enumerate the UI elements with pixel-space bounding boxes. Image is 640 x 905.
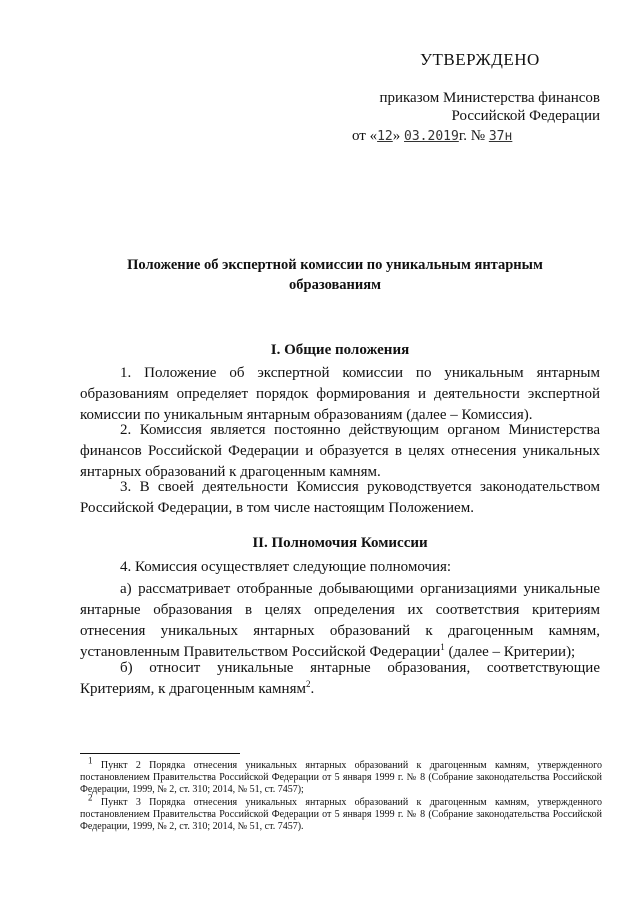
footnote-2-text: Пункт 3 Порядка отнесения уникальных янтарных образований к драгоценным камням, утвержденного постановлением Правительства Российской Федерации от 5 января 1999 г. № 8 (Собрание законодательства Российской Федерации, 1999, № 2, ст. 310; 2014, № 51, ст. 7457). [80, 797, 603, 832]
order-date-prefix: от « [352, 128, 378, 144]
paragraph-b-text: б) относит уникальные янтарные образования, соответствующие Критериям, к драгоценным камням [80, 660, 600, 697]
footnote-1 [80, 755, 603, 796]
approval-issuer-line: приказом Министерства финансов [379, 90, 600, 106]
footnote-ref-2: 2 [305, 679, 311, 689]
section-2-paragraph-a [80, 579, 600, 663]
order-month-year: 03.2019 [404, 129, 459, 144]
footnote-ref-1: 1 [440, 642, 445, 652]
section-2-paragraph-4: 4. Комиссия осуществляет следующие полномочия: [120, 559, 452, 575]
section-1-paragraph-2: 2. Комиссия является постоянно действующим органом Министерства финансов Российской Федерации и образуется в целях отнесения уникальных янтарных образований к драгоценным камням. [80, 422, 600, 480]
order-number-label: г. № [458, 128, 486, 144]
footnote-2 [80, 792, 603, 833]
paragraph-a-text: а) рассматривает отобранные добывающими организациями уникальные янтарные образования в целях определения их соответствия критериям отнесения уникальных янтарных образований к драгоценным камням, установленным Правительством Российской Федерации [80, 581, 600, 660]
section-2-heading: II. Полномочия Комиссии [252, 535, 428, 551]
footnote-divider [80, 753, 240, 754]
order-date-number [352, 128, 512, 145]
section-1-heading: I. Общие положения [270, 342, 410, 358]
section-1-paragraph-3: 3. В своей деятельности Комиссия руководствуется законодательством Российской Федерации, в том числе настоящим Положением. [80, 479, 600, 516]
order-date-close-quote: » [392, 128, 401, 144]
order-number: 37н [488, 129, 513, 144]
footnote-1-text: Пункт 2 Порядка отнесения уникальных янтарных образований к драгоценным камням, утвержденного постановлением Правительства Российской Федерации от 5 января 1999 г. № 8 (Собрание законодательства Российской Федерации, 1999, № 2, ст. 310; 2014, № 51, ст. 7457); [80, 760, 603, 795]
approval-country-line: Российской Федерации [451, 108, 600, 124]
footnote-2-mark: 2 [88, 792, 93, 803]
section-1-paragraph-1: 1. Положение об экспертной комиссии по уникальным янтарным образованиям определяет порядок формирования и деятельности экспертной комиссии по уникальным янтарным образованиям (далее – Комиссия). [80, 365, 600, 423]
footnote-1-mark: 1 [88, 755, 93, 766]
approved-stamp-title: УТВЕРЖДЕНО [420, 50, 540, 69]
paragraph-a-tail: (далее – Критерии); [444, 644, 576, 660]
document-title: Положение об экспертной комиссии по уникальным янтарным образованиям [127, 257, 543, 293]
order-day: 12 [377, 129, 393, 144]
paragraph-b-tail: . [310, 681, 315, 697]
section-2-paragraph-b [80, 658, 600, 700]
